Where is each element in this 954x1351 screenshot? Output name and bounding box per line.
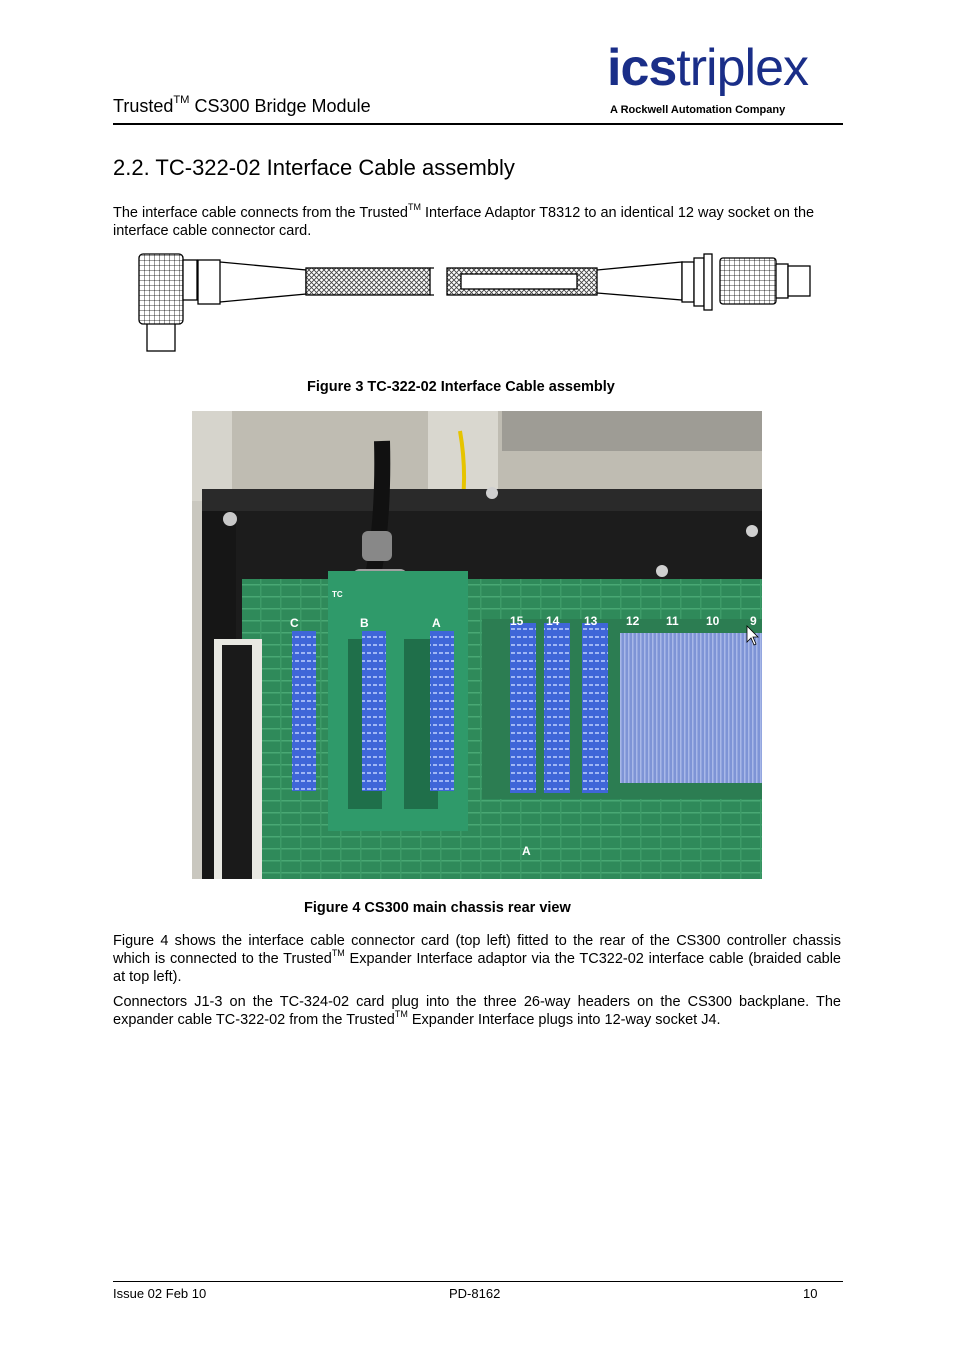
trademark-mark: TM [407,201,421,212]
p2-text-2: Expander Interface plugs into 12-way socket J4. [407,1012,721,1028]
header-title-prefix: Trusted [113,96,174,116]
slot-label-b: B [360,616,369,630]
chassis-rear-photo [192,411,762,879]
slot-label-c: C [290,616,299,630]
row-label-a: A [522,844,531,858]
intro-text-1: The interface cable connects from the Trusted [113,205,408,221]
slot-label-14: 14 [546,614,560,628]
logo-tagline: A Rockwell Automation Company [610,104,786,116]
trademark-mark: TM [173,94,190,107]
cable-assembly-drawing [134,250,824,358]
footer-doc-number: PD-8162 [449,1286,501,1301]
intro-text-2: Interface Adaptor T8312 to an identical 12 way socket on the interface cable connector card. [113,205,815,239]
slot-label-13: 13 [584,614,598,628]
p1-text-2: Expander Interface adaptor via the TC322-02 interface cable (braided cable at top left). [113,951,841,985]
p1-text-1: Figure 4 shows the interface cable connector card (top left) fitted to the rear of the CS300 controller chassis which is connected to the Trusted [113,933,841,967]
p2-text-1: Connectors J1-3 on the TC-324-02 card plug into the three 26-way headers on the CS300 backplane. The expander cable TC-322-02 from the Trusted [113,994,841,1028]
slot-label-10: 10 [706,614,720,628]
logo-brand-light: triplex [676,39,809,97]
trademark-mark: TM [394,1008,408,1019]
header-title-suffix: CS300 Bridge Module [189,96,371,116]
footer-rule [113,1281,843,1282]
slot-label-9: 9 [750,614,757,628]
body-paragraph-1 [113,932,841,986]
footer-page-number: 10 [803,1286,818,1301]
body-paragraph-2 [113,993,841,1029]
section-title: 2.2. TC-322-02 Interface Cable assembly [113,155,515,180]
slot-label-a: A [432,616,441,630]
running-header [113,96,371,117]
intro-paragraph [113,201,841,240]
slot-label-15: 15 [510,614,524,628]
card-tag-label: TC [332,590,343,599]
figure-4-caption: Figure 4 CS300 main chassis rear view [304,900,571,916]
figure-3-caption: Figure 3 TC-322-02 Interface Cable assembly [307,379,615,395]
trademark-mark: TM [331,947,345,958]
logo-brand-bold: ics [607,39,677,97]
footer-issue: Issue 02 Feb 10 [113,1286,207,1301]
slot-label-12: 12 [626,614,640,628]
slot-label-11: 11 [666,614,679,628]
logo-wordmark [607,38,808,98]
header-rule [113,123,843,125]
company-logo [607,39,842,120]
